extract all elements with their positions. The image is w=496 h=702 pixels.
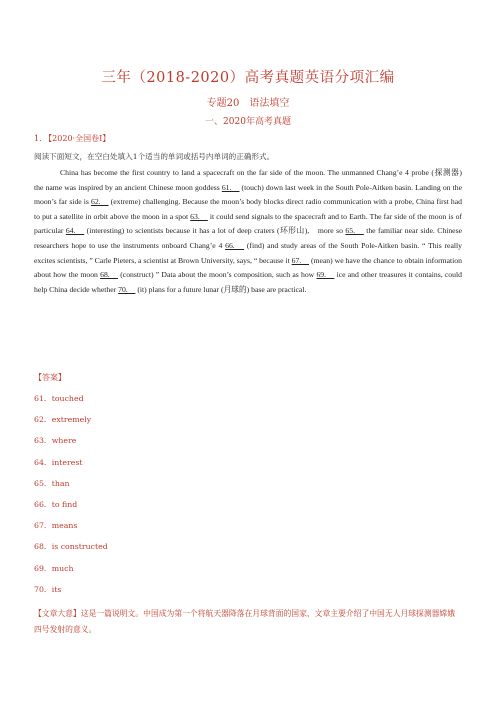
blank-62: 62. xyxy=(90,197,109,207)
passage-text: (it) plans for a future lunar (月球的) base are practical. xyxy=(135,284,307,294)
answer-item: 68．is constructed xyxy=(34,542,108,552)
passage-text: (mean) we have the chance to obtain information about how the moon xyxy=(34,255,462,280)
question-instruction: 阅读下面短文，在空白处填入1个适当的单词或括号内单词的正确形式。 xyxy=(34,152,275,161)
answer-list xyxy=(34,393,108,605)
passage-paragraph xyxy=(34,166,470,297)
blank-69: 69. xyxy=(316,270,335,280)
blank-67: 67. xyxy=(291,255,309,265)
answer-item: 67．means xyxy=(34,521,78,531)
blank-70: 70. xyxy=(118,284,136,294)
question-header: 1. 【2020·全国卷Ⅰ】 xyxy=(34,134,111,143)
answer-item: 64．interest xyxy=(34,457,83,467)
passage-text: the familiar near side. Chinese researchers hope to use the instruments onboard Chang’e 4 xyxy=(34,226,462,250)
blank-68: 68. xyxy=(100,270,119,280)
passage-text: (find) and study areas of the South Pole-Aitken basin. “ This really excites scientists, ” Carle Pieters, a scientist at Brown University, says, “ because it xyxy=(34,240,462,265)
answer-item: 63．where xyxy=(34,436,77,446)
passage-text: (construct) ” Data about the moon’s composition, such as how xyxy=(118,270,317,280)
passage-text: it could send signals to the spacecraft and to Earth. The far side of the moon is of particular xyxy=(34,211,462,236)
passage-text: (extreme) challenging. Because the moon’s body blocks direct radio communication with a probe, China first had to put a satellite in orbit above the moon in a spot xyxy=(34,197,462,221)
passage-text: ice and other treasures it contains, could help China decide whether xyxy=(34,270,462,294)
section-heading: 一、2020年高考真题 xyxy=(205,117,291,127)
passage-text: China has become the first country to land a spacecraft on the far side of the moon. The unmanned Chang’e 4 probe (探测器) the name was inspired by an ancient Chinese moon goddess xyxy=(34,168,470,192)
reading-passage xyxy=(34,166,470,297)
answer-item: 66．to find xyxy=(34,499,78,509)
answer-item: 65．than xyxy=(34,478,70,488)
answer-item: 70．its xyxy=(34,584,62,594)
passage-text: (touch) down last week in the South Pole-Aitken basin. Landing on the moon’s far side is xyxy=(34,182,462,207)
blank-65: 65. xyxy=(345,226,364,236)
answer-item: 69．much xyxy=(34,563,74,573)
answer-item: 62．extremely xyxy=(34,415,92,425)
blank-66: 66. xyxy=(225,240,245,250)
answer-item: 61．touched xyxy=(34,394,84,403)
topic-subtitle: 专题20 语法填空 xyxy=(206,98,290,109)
blank-63: 63. xyxy=(190,211,208,221)
passage-text: (interesting) to scientists because it has a lot of deep craters (环形山), more so xyxy=(84,226,346,236)
answer-header: 【答案】 xyxy=(34,373,66,382)
blank-61: 61. xyxy=(221,182,240,192)
article-summary: 【文章大意】这是一篇说明文。中国成为第一个将航天器降落在月球背面的国家，文章主要介绍了中国无人月球探测器嫦娥四号发射的意义。 xyxy=(34,609,456,634)
blank-64: 64. xyxy=(65,226,85,236)
document-title: 三年（2018-2020）高考真题英语分项汇编 xyxy=(101,70,395,86)
